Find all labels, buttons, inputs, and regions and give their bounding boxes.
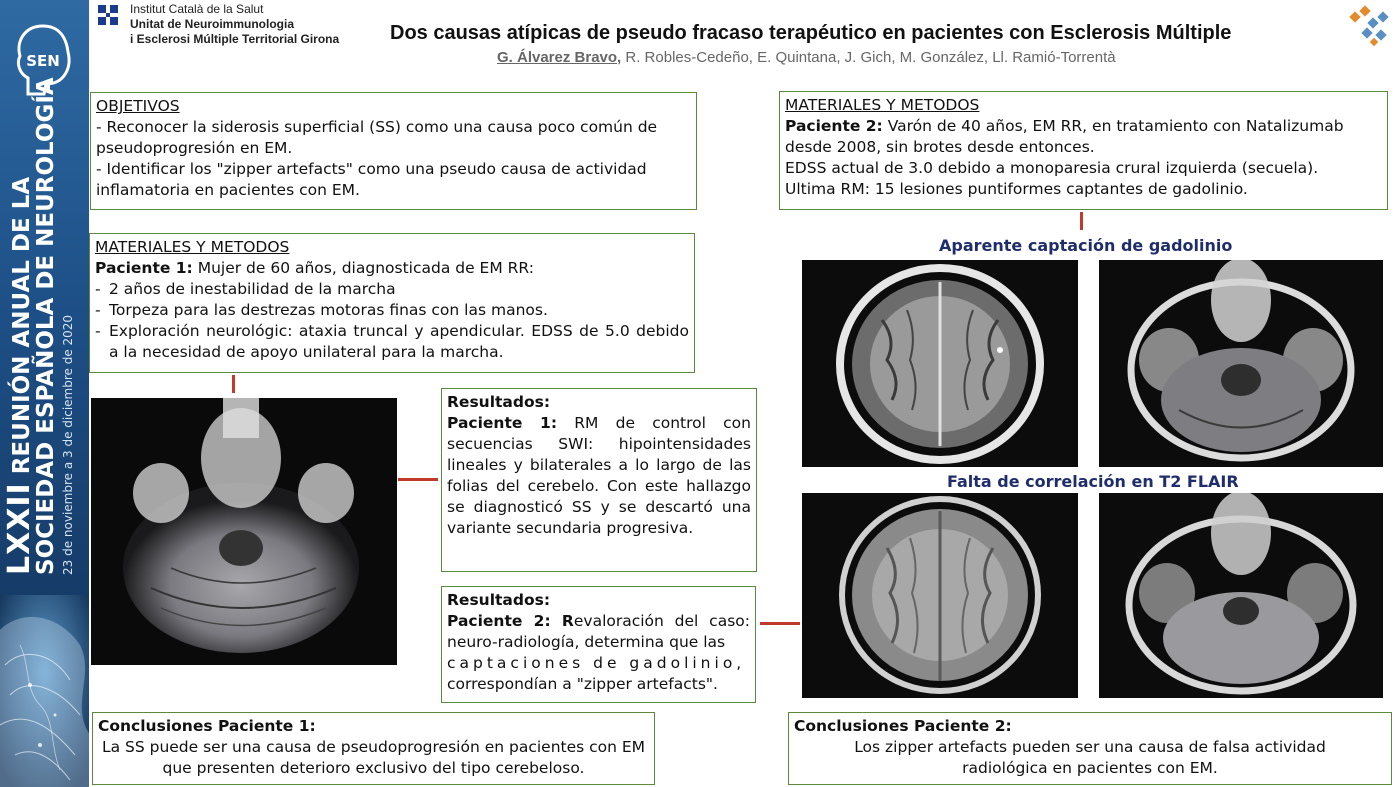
- objective-1: - Reconocer la siderosis superficial (SS) como una causa poco común de pseudoprogresión en EM.: [96, 118, 658, 157]
- first-author: G. Álvarez Bravo,: [497, 49, 622, 66]
- patient2-mri-t1-axial: [802, 260, 1078, 467]
- patient2-edss: EDSS actual de 3.0 debido a monoparesia crural izquierda (secuela).: [785, 159, 1319, 177]
- patient2-label: Paciente 2:: [785, 117, 883, 135]
- results2-heading: Resultados:: [447, 591, 551, 609]
- methods1-heading: MATERIALES Y METODOS: [95, 238, 290, 256]
- banner-title: [2, 15, 76, 575]
- results2-patient-label: Paciente 2:: [447, 612, 551, 630]
- banner-edition: LXXII: [2, 482, 37, 575]
- patient2-mri-t1-posterior: [1099, 260, 1383, 467]
- catalan-health-logo: [96, 3, 120, 29]
- patient2-description: Varón de 40 años, EM RR, en tratamiento con Natalizumab desde 2008, sin brotes desde entonces.: [785, 117, 1344, 156]
- results1-patient-label: Paciente 1:: [447, 414, 558, 432]
- patient1-item-2: Torpeza para las destrezas motoras finas con las manos.: [109, 301, 548, 319]
- results2-text-b: captaciones de gadolinio,: [447, 654, 746, 672]
- connector-methods2: [1080, 212, 1083, 230]
- objectives-heading: OBJETIVOS: [96, 97, 180, 115]
- authors: [497, 49, 1116, 66]
- results1-text: RM de control con secuencias SWI: hipointensidades lineales y bilaterales a lo largo de las folias del cerebelo. Con este hallazgo se diagnosticó SS y se descartó una variante secundaria progresiva.: [447, 414, 751, 537]
- conclusions1-heading: Conclusiones Paciente 1:: [98, 717, 316, 735]
- methods-patient2-box: [779, 91, 1388, 210]
- patient2-mri-flair-axial: [802, 493, 1078, 698]
- patient1-label: Paciente 1:: [95, 259, 193, 277]
- results2-bold-letter: R: [550, 612, 574, 630]
- caption-gadolinium: Aparente captación de gadolinio: [939, 236, 1233, 255]
- conclusions-patient2-box: [788, 712, 1392, 785]
- unit-name: Unitat de Neuroimmunologia: [130, 17, 295, 31]
- banner-line2: SOCIEDAD ESPAÑOLA DE NEUROLOGÍA: [33, 77, 59, 575]
- results2-text-c: correspondían a "zipper artefacts".: [447, 675, 718, 693]
- hospital-cross-logo: [1349, 5, 1395, 51]
- objectives-box: [90, 92, 697, 210]
- patient1-item-1: 2 años de inestabilidad de la marcha: [109, 280, 396, 298]
- methods-patient1-box: MATERIALES Y METODOS Paciente 1: Mujer de 60 años, diagnosticada de EM RR: - 2 años de inestabilidad de la marcha - Torpeza para las destrezas motoras finas con las manos. - Exploración neurológic: ataxia truncal y apendicular. EDSS de 5.0 debido a la necesidad de apoyo unilateral para la marcha.: [89, 233, 695, 373]
- coauthors: R. Robles-Cedeño, E. Quintana, J. Gich, M. González, Ll. Ramió-Torrentà: [621, 49, 1116, 66]
- results2-text-a: evaloración del caso: neuro-radiología, determina que las: [447, 612, 750, 651]
- results-patient1-box: [441, 388, 757, 572]
- unit-name-line2: i Esclerosi Múltiple Territorial Girona: [130, 32, 340, 46]
- conclusions-patient1-box: [92, 712, 655, 785]
- institution-block: [130, 2, 339, 47]
- neuron-illustration: [0, 595, 89, 787]
- connector-methods1: [232, 375, 235, 393]
- patient2-mri-flair-posterior: [1099, 493, 1383, 698]
- congress-banner: [0, 0, 89, 787]
- patient1-description: Mujer de 60 años, diagnosticada de EM RR:: [192, 259, 534, 277]
- poster-title: Dos causas atípicas de pseudo fracaso terapéutico en pacientes con Esclerosis Múltiple: [390, 22, 1232, 44]
- conclusions2-text: Los zipper artefacts pueden ser una causa de falsa actividad radiológica en pacientes con EM.: [854, 738, 1326, 777]
- conclusions2-heading: Conclusiones Paciente 2:: [794, 717, 1012, 735]
- objective-2: - Identificar los "zipper artefacts" como una pseudo causa de actividad inflamatoria en pacientes con EM.: [96, 160, 647, 199]
- conclusions1-text: La SS puede ser una causa de pseudoprogresión en pacientes con EM que presenten deterioro exclusivo del tipo cerebeloso.: [101, 738, 646, 777]
- caption-flair: Falta de correlación en T2 FLAIR: [947, 472, 1239, 491]
- results1-heading: Resultados:: [447, 393, 551, 411]
- connector-results1: [398, 478, 438, 481]
- patient1-mri-image: [91, 398, 397, 665]
- methods2-heading: MATERIALES Y METODOS: [785, 96, 980, 114]
- banner-line1: REUNIÓN ANUAL DE LA: [9, 176, 35, 475]
- institution-name: Institut Català de la Salut: [130, 2, 264, 16]
- banner-dates: 23 de noviembre a 3 de diciembre de 2020: [61, 314, 75, 575]
- sen-logo-text: SEN: [26, 52, 60, 70]
- connector-results2: [760, 622, 800, 625]
- patient2-mri: Ultima RM: 15 lesiones puntiformes captantes de gadolinio.: [785, 180, 1248, 198]
- results-patient2-box: [441, 586, 756, 703]
- patient1-item-3: Exploración neurológic: ataxia truncal y apendicular. EDSS de 5.0 debido a la necesidad de apoyo unilateral para la marcha.: [109, 322, 689, 361]
